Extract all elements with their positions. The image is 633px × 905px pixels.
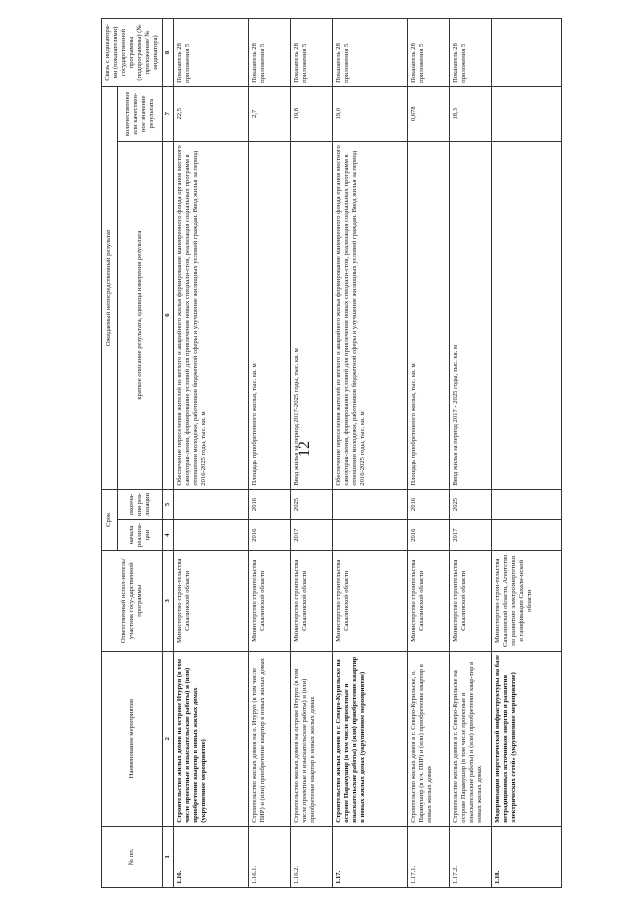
header-value: количественное или качествен-ное значение результата bbox=[117, 86, 162, 141]
row-end-year bbox=[492, 489, 562, 520]
row-responsible: Министерство строительства Сахалинской области bbox=[450, 550, 492, 651]
row-name: Строительство жилых домов на острове Итуруп (в том числе проектные и изыскательские работы) и (или) приобретение квартир в новых жилых домах (укрупненное мероприятие) bbox=[174, 651, 249, 826]
header-link: Связь с индикатора-ми (показателями) государственной программы (подпрограммы) (№ приложения/ № индикатора) bbox=[102, 19, 163, 87]
row-responsible: Министерство строи-тельства Сахалинской области, Агентство по развитию электроэнергетики и газификации Сахали-нской области bbox=[492, 550, 562, 651]
row-indicator-link: Показатель 28 приложения 5 bbox=[249, 19, 291, 87]
row-end-year bbox=[333, 489, 408, 520]
row-indicator-link: Показатель 28 приложения 5 bbox=[291, 19, 333, 87]
row-indicator-link: Показатель 28 приложения 5 bbox=[408, 19, 450, 87]
table-row bbox=[291, 19, 333, 888]
row-name: Строительство жилых домов в г. Северо-Курильске на острове Парамушир (в том числе проектные и изыскательские работы) и (или) приобретение квар-тир в новых жилых домах bbox=[450, 651, 492, 826]
header-num: № пп. bbox=[102, 826, 163, 887]
row-name: Строительство жилых домов в г. Северо-Курильске на острове Парамушир (в том числе проектные и изыскательские работы) и (или) приобретение квартир в новых жилых домах (укрупненное мероприятие) bbox=[333, 651, 408, 826]
header-desc: краткое описание результата, единица измерения результата bbox=[117, 141, 162, 489]
row-responsible: Министерство строительства Сахалинской области bbox=[291, 550, 333, 651]
header-term: Срок bbox=[102, 489, 118, 550]
row-value bbox=[492, 86, 562, 141]
header-responsible: Ответственный испол-нитель/участник госу-дарственной программы bbox=[102, 550, 163, 651]
row-responsible: Министерство строительства Сахалинской области bbox=[333, 550, 408, 651]
row-number: 1.16.2. bbox=[291, 826, 333, 887]
row-number: 1.18. bbox=[492, 826, 562, 887]
row-number: 1.16.1. bbox=[249, 826, 291, 887]
row-start-year bbox=[492, 520, 562, 551]
row-start-year: 2017 bbox=[291, 520, 333, 551]
row-responsible: Министерство строи-тельства Сахалинской области bbox=[174, 550, 249, 651]
row-description: Ввод жилья за период 2017-2025 годы, тыс. кв. м bbox=[291, 141, 333, 489]
header-expected: Ожидаемый непосредственный результат bbox=[102, 86, 118, 489]
row-responsible: Министерство строительства Сахалинской области bbox=[408, 550, 450, 651]
index-cell: 3 bbox=[163, 550, 174, 651]
row-responsible: Министерство строительства Сахалинской области bbox=[249, 550, 291, 651]
row-value: 19,0 bbox=[333, 86, 408, 141]
row-indicator-link: Показатель 28 приложения 5 bbox=[333, 19, 408, 87]
row-description: Обеспечение переселения жителей из ветхого и аварийного жилья формирование маневренного фонда органов местного самоуправ-ления, формирование условий для привлечения новых специали-стов, реализация социальных программ в отношении молодежи, работников бюджетной сферы и улучшение жилищных условий граждан. Ввод жилья за период 2016-2025 годы, тыс. кв. м bbox=[174, 141, 249, 489]
index-cell: 5 bbox=[163, 489, 174, 520]
row-number: 1.17.2. bbox=[450, 826, 492, 887]
table-row bbox=[333, 19, 408, 888]
row-indicator-link bbox=[492, 19, 562, 87]
table-row bbox=[492, 19, 562, 888]
row-name: Строительство жилых домов на о. Итуруп (в том числе ПИР) и (или) приобретение квартир в новых жилых домах bbox=[249, 651, 291, 826]
row-value: 0,678 bbox=[408, 86, 450, 141]
row-value: 19,8 bbox=[291, 86, 333, 141]
table-body bbox=[174, 19, 562, 888]
row-start-year: 2016 bbox=[249, 520, 291, 551]
header-end: оконча-ния реа-лизации bbox=[117, 489, 162, 520]
row-name: Строительство жилых домов в г. Северо-Курильске, о. Парамушир (в т.ч. ПИР) и (или) приобретение квартир в новых жилых домах bbox=[408, 651, 450, 826]
row-value: 18,3 bbox=[450, 86, 492, 141]
table-row bbox=[408, 19, 450, 888]
row-start-year: 2016 bbox=[408, 520, 450, 551]
row-name: Модернизация энергетической инфраструктуры на базе нетрадиционных источников энергии и развития электрических сетей» (укрупненное мероприятие) bbox=[492, 651, 562, 826]
column-index-row bbox=[163, 19, 174, 888]
index-cell: 4 bbox=[163, 520, 174, 551]
row-end-year: 2025 bbox=[291, 489, 333, 520]
row-description bbox=[492, 141, 562, 489]
row-end-year: 2025 bbox=[450, 489, 492, 520]
row-indicator-link: Показатель 28 приложения 5 bbox=[450, 19, 492, 87]
header-name: Наименование мероприятия bbox=[102, 651, 163, 826]
rotated-table-wrapper bbox=[101, 18, 623, 888]
row-value: 22,5 bbox=[174, 86, 249, 141]
row-description: Ввод жилья за период 2017 - 2025 годы, тыс. кв. м bbox=[450, 141, 492, 489]
row-indicator-link: Показатель 28 приложения 5 bbox=[174, 19, 249, 87]
row-start-year: 2017 bbox=[450, 520, 492, 551]
row-number: 1.16. bbox=[174, 826, 249, 887]
row-value: 2,7 bbox=[249, 86, 291, 141]
row-number: 1.17. bbox=[333, 826, 408, 887]
header-start: начала реализа-ции bbox=[117, 520, 162, 551]
table-row bbox=[249, 19, 291, 888]
measures-table bbox=[101, 18, 562, 888]
row-description: Обеспечение переселения жителей из ветхого и аварийного жилья формирование маневренного фонда органов местного самоуправ-ления, формирование условий для привлечения новых специали-стов, реализация социальных программ в отношении молодежи, работников бюджетной сферы и улучшение жилищных условий граждан. Ввод жилья за период 2016-2025 годы, тыс. кв. м bbox=[333, 141, 408, 489]
table-row bbox=[450, 19, 492, 888]
row-end-year bbox=[174, 489, 249, 520]
index-cell: 6 bbox=[163, 141, 174, 489]
index-cell: 7 bbox=[163, 86, 174, 141]
row-name: Строительство жилых домов на острове Итуруп (в том числе проектные и изыскательские работы) и (или) приобретение квартир в новых жилых домах bbox=[291, 651, 333, 826]
row-description: Площадь приобретенного жилья, тыс. кв. м bbox=[249, 141, 291, 489]
row-start-year bbox=[333, 520, 408, 551]
page-number: 12 bbox=[296, 441, 313, 457]
table-row bbox=[174, 19, 249, 888]
row-start-year bbox=[174, 520, 249, 551]
index-cell: 8 bbox=[163, 19, 174, 87]
row-end-year: 2016 bbox=[408, 489, 450, 520]
row-description: Площадь приобретенного жилья, тыс. кв. м bbox=[408, 141, 450, 489]
index-cell: 2 bbox=[163, 651, 174, 826]
row-end-year: 2016 bbox=[249, 489, 291, 520]
row-number: 1.17.1. bbox=[408, 826, 450, 887]
index-cell: 1 bbox=[163, 826, 174, 887]
